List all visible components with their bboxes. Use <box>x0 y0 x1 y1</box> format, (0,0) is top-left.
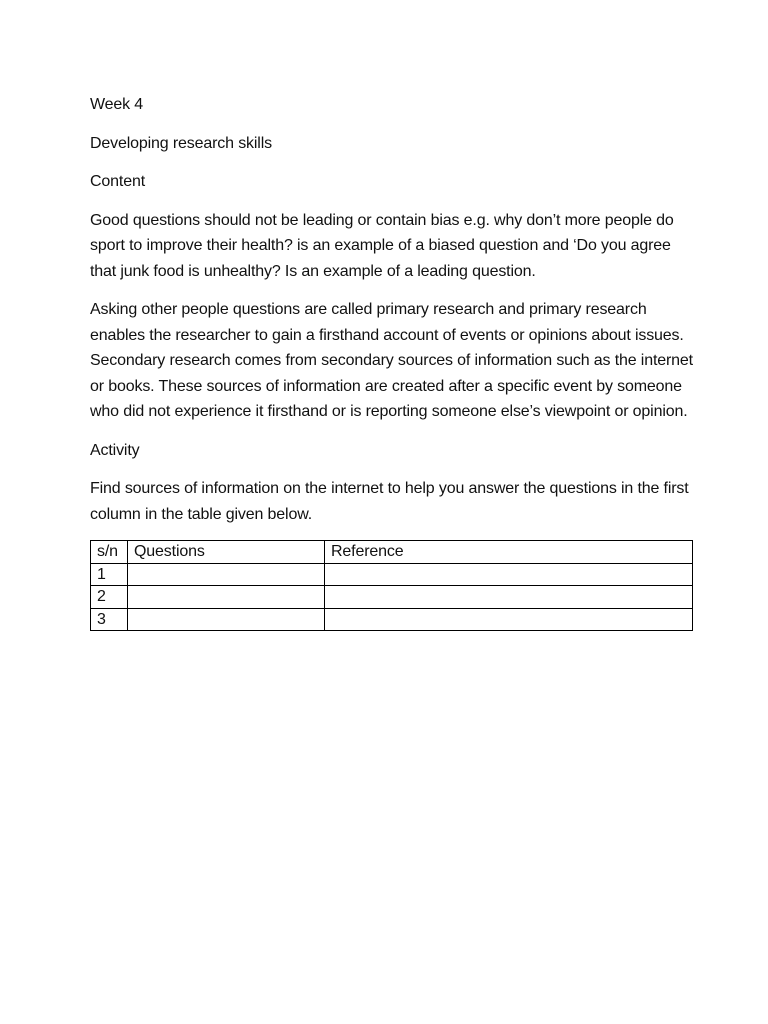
table-header-row <box>91 541 693 564</box>
header-questions: Questions <box>128 541 325 564</box>
content-paragraph-1: Good questions should not be leading or contain bias e.g. why don’t more people do sport to improve their health? is an example of a biased question and ‘Do you agree that junk food is unhealthy? Is an example of a leading question. <box>90 211 674 280</box>
activity-instructions: Find sources of information on the internet to help you answer the questions in the first column in the table given below. <box>90 480 689 523</box>
header-reference: Reference <box>325 541 693 564</box>
row-reference-cell <box>325 563 693 586</box>
row-question-cell <box>128 563 325 586</box>
row-sn: 1 <box>91 563 128 586</box>
row-reference-cell <box>325 608 693 631</box>
row-question-cell <box>128 586 325 609</box>
row-sn: 2 <box>91 586 128 609</box>
header-sn: s/n <box>91 541 128 564</box>
reference-table <box>90 540 693 631</box>
row-question-cell <box>128 608 325 631</box>
activity-heading: Activity <box>90 441 140 459</box>
row-reference-cell <box>325 586 693 609</box>
week-heading: Week 4 <box>90 96 144 113</box>
table-row <box>91 563 693 586</box>
topic-heading: Developing research skills <box>90 134 272 152</box>
table-row <box>91 608 693 631</box>
document-page <box>90 92 694 631</box>
content-paragraph-2: Asking other people questions are called primary research and primary research enables the researcher to gain a firsthand account of events or opinions about issues. Secondary research comes from secondary sources of information such as the internet or books. These sources of information are created after a specific event by someone who did not experience it firsthand or is reporting someone else’s viewpoint or opinion. <box>90 301 693 420</box>
row-sn: 3 <box>91 608 128 631</box>
table-row <box>91 586 693 609</box>
content-heading: Content <box>90 173 145 190</box>
